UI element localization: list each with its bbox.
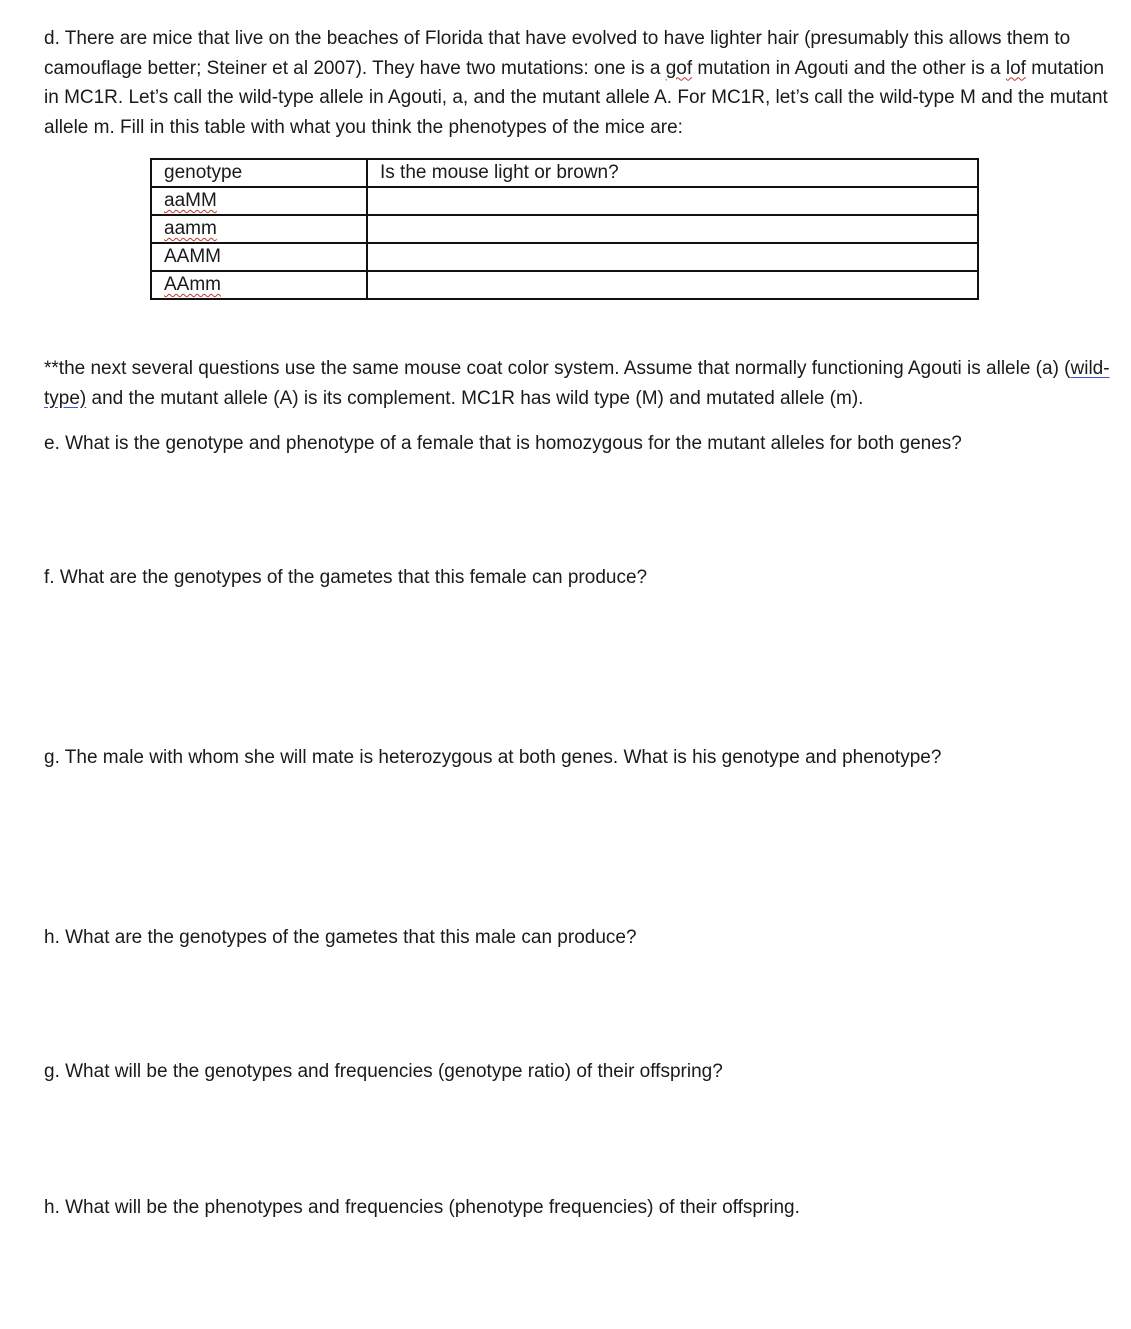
question-g-offspring-genotypes: g. What will be the genotypes and frequencies (genotype ratio) of their offspring? <box>44 1061 723 1082</box>
phenotype-answer-cell[interactable] <box>367 243 978 271</box>
table-row <box>151 187 978 215</box>
table-row <box>151 271 978 299</box>
phenotype-answer-cell[interactable] <box>367 187 978 215</box>
spellcheck-word-lof[interactable]: lof <box>1005 57 1026 79</box>
table-row <box>151 243 978 271</box>
table-header-row <box>151 159 978 187</box>
header-genotype: genotype <box>151 159 367 187</box>
spellcheck-word-gof[interactable]: gof <box>665 57 693 79</box>
question-g-male-genotype: g. The male with whom she will mate is heterozygous at both genes. What is his genotype and phenotype? <box>44 747 942 768</box>
question-f: f. What are the genotypes of the gametes that this female can produce? <box>44 567 648 588</box>
phenotype-answer-cell[interactable] <box>367 271 978 299</box>
question-h-male-gametes: h. What are the genotypes of the gametes that this male can produce? <box>44 927 637 948</box>
phenotype-answer-cell[interactable] <box>367 215 978 243</box>
instructions-note: **the next several questions use the same mouse coat color system. Assume that normally functioning Agouti is allele (a) (wild-type) and the mutant allele (A) is its complement. MC1R has wild type (M) and mutated allele (m). <box>44 358 1110 409</box>
question-d-text: d. There are mice that live on the beaches of Florida that have evolved to have lighter hair (presumably this allows them to camouflage better; Steiner et al 2007). They have two mutations: one is a gof mutation in Agouti and the other is a lof mutation in MC1R. Let’s call the wild-type allele in Agouti, a, and the mutant allele A. For MC1R, let’s call the wild-type M and the mutant allele m. Fill in this table with what you think the phenotypes of the mice are: <box>44 28 1108 138</box>
question-e: e. What is the genotype and phenotype of a female that is homozygous for the mutant alleles for both genes? <box>44 433 962 454</box>
table-row <box>151 215 978 243</box>
question-h-offspring-phenotypes: h. What will be the phenotypes and frequencies (phenotype frequencies) of their offspring. <box>44 1197 800 1218</box>
genotype-cell: aaMM <box>151 187 367 215</box>
genotype-cell: AAMM <box>151 243 367 271</box>
wild-type-link[interactable]: wild-type) <box>44 358 1110 409</box>
genotype-phenotype-table <box>150 158 979 300</box>
header-phenotype: Is the mouse light or brown? <box>367 159 978 187</box>
genotype-cell: AAmm <box>151 271 367 299</box>
genotype-cell: aamm <box>151 215 367 243</box>
